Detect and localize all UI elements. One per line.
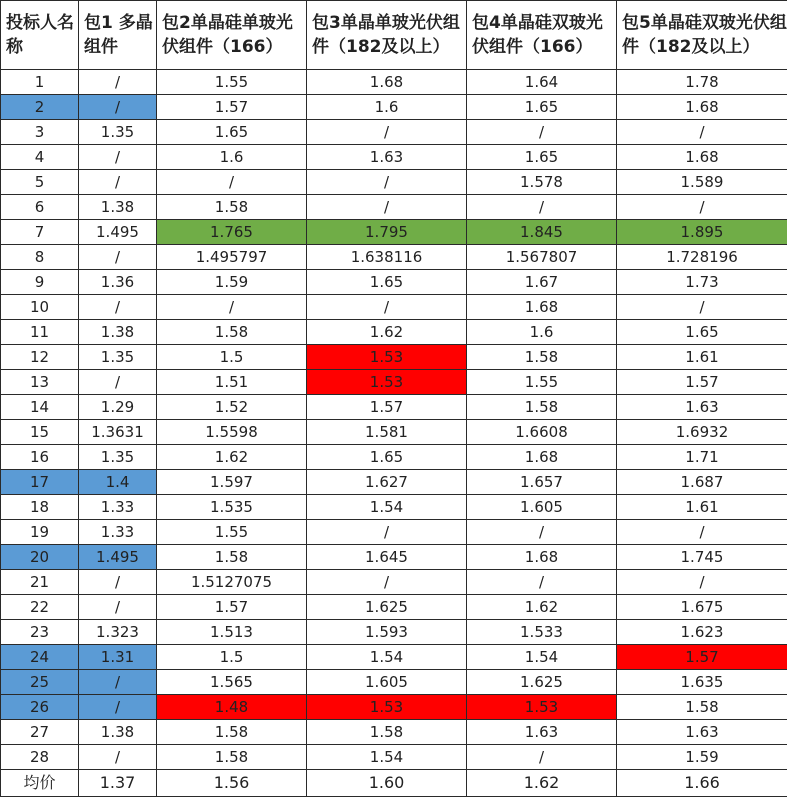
price-cell: /	[307, 195, 467, 220]
price-cell: /	[617, 520, 787, 545]
price-cell: /	[617, 195, 787, 220]
average-row	[1, 770, 787, 797]
table-row	[1, 70, 787, 95]
price-cell: 1.5	[157, 345, 307, 370]
bidder-number-cell: 5	[1, 170, 79, 195]
bidder-number-cell: 19	[1, 520, 79, 545]
table-row	[1, 595, 787, 620]
price-cell: 1.675	[617, 595, 787, 620]
table-row	[1, 645, 787, 670]
bidder-number-cell: 4	[1, 145, 79, 170]
table-row	[1, 345, 787, 370]
average-cell: 1.56	[157, 770, 307, 797]
price-cell: 1.6	[467, 320, 617, 345]
table-row	[1, 145, 787, 170]
table-row	[1, 270, 787, 295]
table-row	[1, 245, 787, 270]
price-cell: 1.63	[617, 720, 787, 745]
price-cell: 1.65	[307, 445, 467, 470]
average-cell: 1.60	[307, 770, 467, 797]
price-cell: 1.65	[157, 120, 307, 145]
price-cell: 1.59	[617, 745, 787, 770]
price-cell: 1.53	[307, 370, 467, 395]
price-cell: 1.61	[617, 345, 787, 370]
price-cell: 1.57	[617, 645, 787, 670]
header-package-4: 包4单晶硅双玻光伏组件（166）	[467, 1, 617, 70]
price-cell: 1.58	[157, 745, 307, 770]
price-cell: /	[307, 120, 467, 145]
price-cell: 1.5	[157, 645, 307, 670]
bidder-number-cell: 16	[1, 445, 79, 470]
price-cell: /	[157, 170, 307, 195]
price-cell: /	[79, 695, 157, 720]
bidder-number-cell: 11	[1, 320, 79, 345]
table-body	[1, 70, 787, 770]
table-row	[1, 195, 787, 220]
table-row	[1, 370, 787, 395]
price-cell: /	[467, 195, 617, 220]
table-row	[1, 445, 787, 470]
bidder-number-cell: 3	[1, 120, 79, 145]
price-cell: /	[79, 670, 157, 695]
price-cell: 1.35	[79, 120, 157, 145]
price-cell: 1.73	[617, 270, 787, 295]
table-row	[1, 295, 787, 320]
price-cell: /	[307, 520, 467, 545]
bidder-number-cell: 15	[1, 420, 79, 445]
price-cell: 1.57	[157, 95, 307, 120]
price-cell: 1.765	[157, 220, 307, 245]
price-cell: 1.55	[157, 70, 307, 95]
price-cell: /	[467, 570, 617, 595]
table-row	[1, 220, 787, 245]
bidder-number-cell: 6	[1, 195, 79, 220]
price-cell: 1.495	[79, 545, 157, 570]
price-cell: 1.58	[157, 545, 307, 570]
price-cell: 1.68	[467, 545, 617, 570]
table-row	[1, 720, 787, 745]
price-cell: /	[157, 295, 307, 320]
price-cell: 1.55	[467, 370, 617, 395]
price-cell: /	[307, 295, 467, 320]
price-cell: 1.597	[157, 470, 307, 495]
price-cell: 1.635	[617, 670, 787, 695]
price-cell: /	[79, 370, 157, 395]
price-cell: 1.52	[157, 395, 307, 420]
average-cell: 1.62	[467, 770, 617, 797]
bidder-number-cell: 22	[1, 595, 79, 620]
price-cell: 1.578	[467, 170, 617, 195]
price-cell: 1.36	[79, 270, 157, 295]
bidder-number-cell: 14	[1, 395, 79, 420]
price-cell: 1.59	[157, 270, 307, 295]
price-cell: /	[617, 570, 787, 595]
price-cell: 1.55	[157, 520, 307, 545]
price-cell: 1.54	[467, 645, 617, 670]
price-cell: 1.535	[157, 495, 307, 520]
price-cell: 1.625	[467, 670, 617, 695]
price-cell: 1.38	[79, 720, 157, 745]
price-cell: /	[467, 520, 617, 545]
price-cell: 1.54	[307, 645, 467, 670]
price-cell: 1.31	[79, 645, 157, 670]
price-cell: 1.5598	[157, 420, 307, 445]
price-cell: 1.58	[467, 345, 617, 370]
table-row	[1, 395, 787, 420]
price-cell: 1.6	[157, 145, 307, 170]
price-cell: 1.54	[307, 745, 467, 770]
bidder-number-cell: 21	[1, 570, 79, 595]
bidder-number-cell: 12	[1, 345, 79, 370]
header-package-1: 包1 多晶组件	[79, 1, 157, 70]
price-cell: 1.627	[307, 470, 467, 495]
price-cell: 1.35	[79, 445, 157, 470]
price-cell: 1.48	[157, 695, 307, 720]
price-cell: 1.63	[467, 720, 617, 745]
table-row	[1, 695, 787, 720]
price-cell: 1.65	[617, 320, 787, 345]
header-bidder-name: 投标人名称	[1, 1, 79, 70]
price-cell: 1.567807	[467, 245, 617, 270]
price-cell: 1.495797	[157, 245, 307, 270]
bidder-number-cell: 26	[1, 695, 79, 720]
price-cell: 1.68	[617, 95, 787, 120]
table-row	[1, 670, 787, 695]
price-cell: 1.58	[307, 720, 467, 745]
price-cell: 1.61	[617, 495, 787, 520]
price-cell: 1.68	[307, 70, 467, 95]
price-cell: /	[79, 295, 157, 320]
price-cell: 1.38	[79, 320, 157, 345]
price-cell: /	[79, 70, 157, 95]
price-cell: 1.513	[157, 620, 307, 645]
price-cell: 1.71	[617, 445, 787, 470]
price-cell: 1.33	[79, 520, 157, 545]
bidder-number-cell: 9	[1, 270, 79, 295]
price-cell: 1.38	[79, 195, 157, 220]
bidder-number-cell: 24	[1, 645, 79, 670]
price-cell: 1.625	[307, 595, 467, 620]
price-cell: 1.687	[617, 470, 787, 495]
price-cell: 1.6	[307, 95, 467, 120]
price-cell: 1.58	[617, 695, 787, 720]
price-cell: /	[79, 570, 157, 595]
table-row	[1, 520, 787, 545]
average-cell: 1.37	[79, 770, 157, 797]
table-row	[1, 620, 787, 645]
price-cell: /	[79, 595, 157, 620]
price-cell: /	[79, 245, 157, 270]
price-cell: /	[79, 95, 157, 120]
price-cell: /	[79, 745, 157, 770]
price-cell: 1.638116	[307, 245, 467, 270]
price-cell: 1.728196	[617, 245, 787, 270]
price-cell: 1.5127075	[157, 570, 307, 595]
price-cell: 1.57	[307, 395, 467, 420]
price-cell: 1.6608	[467, 420, 617, 445]
table-row	[1, 170, 787, 195]
price-cell: /	[79, 170, 157, 195]
bidder-number-cell: 23	[1, 620, 79, 645]
bidder-number-cell: 13	[1, 370, 79, 395]
price-cell: 1.593	[307, 620, 467, 645]
price-cell: 1.51	[157, 370, 307, 395]
price-cell: 1.745	[617, 545, 787, 570]
price-cell: 1.657	[467, 470, 617, 495]
price-cell: /	[79, 145, 157, 170]
price-cell: 1.53	[307, 345, 467, 370]
price-cell: 1.62	[307, 320, 467, 345]
price-cell: 1.63	[307, 145, 467, 170]
table-row	[1, 320, 787, 345]
bidder-number-cell: 17	[1, 470, 79, 495]
price-cell: 1.3631	[79, 420, 157, 445]
bidder-number-cell: 28	[1, 745, 79, 770]
price-cell: 1.58	[157, 720, 307, 745]
price-cell: 1.581	[307, 420, 467, 445]
header-package-5: 包5单晶硅双玻光伏组件（182及以上）	[617, 1, 787, 70]
price-cell: 1.645	[307, 545, 467, 570]
price-cell: 1.57	[157, 595, 307, 620]
price-cell: 1.68	[467, 445, 617, 470]
price-cell: 1.65	[307, 270, 467, 295]
price-cell: 1.895	[617, 220, 787, 245]
table-row	[1, 495, 787, 520]
price-cell: 1.68	[617, 145, 787, 170]
price-cell: 1.6932	[617, 420, 787, 445]
price-cell: 1.62	[467, 595, 617, 620]
price-cell: 1.495	[79, 220, 157, 245]
bidder-number-cell: 18	[1, 495, 79, 520]
table-row	[1, 95, 787, 120]
price-cell: 1.565	[157, 670, 307, 695]
price-cell: /	[467, 120, 617, 145]
price-cell: 1.65	[467, 145, 617, 170]
price-cell: /	[617, 120, 787, 145]
header-row	[1, 1, 787, 70]
price-cell: 1.65	[467, 95, 617, 120]
price-cell: /	[467, 745, 617, 770]
bidder-number-cell: 20	[1, 545, 79, 570]
price-cell: 1.795	[307, 220, 467, 245]
price-cell: /	[307, 570, 467, 595]
bidder-number-cell: 2	[1, 95, 79, 120]
price-cell: 1.67	[467, 270, 617, 295]
bidder-number-cell: 27	[1, 720, 79, 745]
price-cell: 1.33	[79, 495, 157, 520]
price-cell: 1.64	[467, 70, 617, 95]
bidder-number-cell: 10	[1, 295, 79, 320]
price-cell: 1.29	[79, 395, 157, 420]
table-row	[1, 120, 787, 145]
price-cell: 1.63	[617, 395, 787, 420]
price-cell: 1.4	[79, 470, 157, 495]
table-row	[1, 420, 787, 445]
price-cell: 1.58	[157, 320, 307, 345]
bidder-number-cell: 8	[1, 245, 79, 270]
table-row	[1, 570, 787, 595]
price-cell: 1.533	[467, 620, 617, 645]
price-cell: /	[617, 295, 787, 320]
price-cell: 1.323	[79, 620, 157, 645]
bidder-number-cell: 7	[1, 220, 79, 245]
table-row	[1, 470, 787, 495]
price-cell: 1.62	[157, 445, 307, 470]
price-cell: 1.53	[307, 695, 467, 720]
average-label: 均价	[1, 770, 79, 797]
price-cell: /	[307, 170, 467, 195]
price-cell: 1.58	[157, 195, 307, 220]
price-cell: 1.53	[467, 695, 617, 720]
table-row	[1, 745, 787, 770]
bidder-number-cell: 1	[1, 70, 79, 95]
average-cell: 1.66	[617, 770, 787, 797]
price-cell: 1.68	[467, 295, 617, 320]
header-package-3: 包3单晶单玻光伏组件（182及以上）	[307, 1, 467, 70]
price-cell: 1.57	[617, 370, 787, 395]
price-cell: 1.54	[307, 495, 467, 520]
header-package-2: 包2单晶硅单玻光伏组件（166）	[157, 1, 307, 70]
price-cell: 1.58	[467, 395, 617, 420]
price-cell: 1.35	[79, 345, 157, 370]
table-row	[1, 545, 787, 570]
price-cell: 1.589	[617, 170, 787, 195]
price-cell: 1.605	[467, 495, 617, 520]
price-cell: 1.845	[467, 220, 617, 245]
bidder-number-cell: 25	[1, 670, 79, 695]
price-cell: 1.605	[307, 670, 467, 695]
price-cell: 1.78	[617, 70, 787, 95]
price-cell: 1.623	[617, 620, 787, 645]
